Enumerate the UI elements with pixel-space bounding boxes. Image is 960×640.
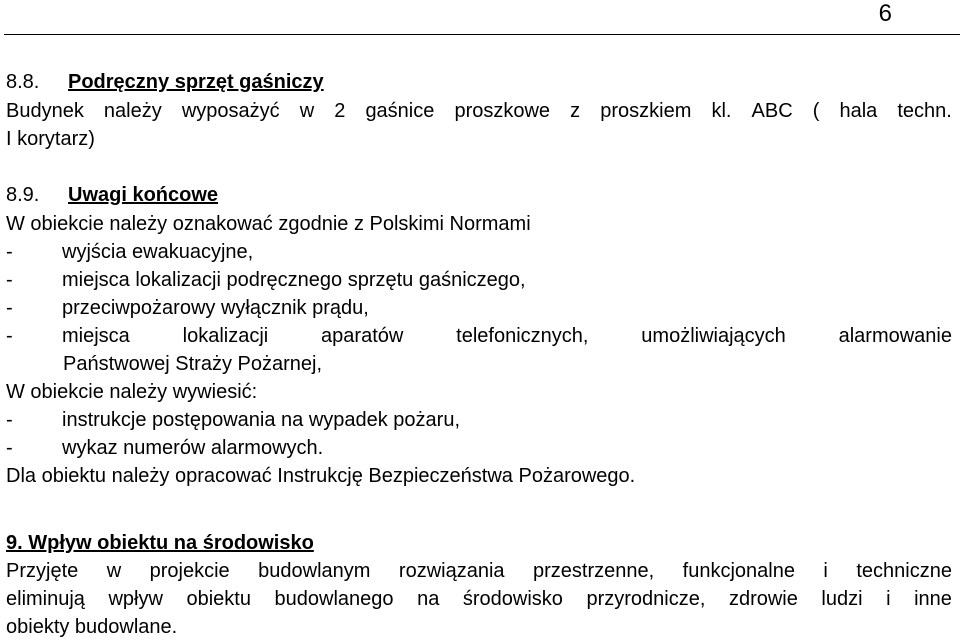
list-dash: - xyxy=(6,269,13,291)
list-dash: - xyxy=(6,325,13,347)
section-8-8-body-line-2: I korytarz) xyxy=(6,128,95,150)
section-9-line-1 xyxy=(6,559,952,583)
word: funkcjonalne xyxy=(682,560,795,582)
word: w xyxy=(106,560,122,582)
word: przyrodnicze, xyxy=(586,588,706,610)
word: proszkiem xyxy=(600,100,692,122)
word: inne xyxy=(914,588,952,610)
word: zdrowie xyxy=(728,588,798,610)
word: wyposażyć xyxy=(181,100,280,122)
hang-item-text: wykaz numerów alarmowych. xyxy=(62,437,324,459)
section-8-9-intro: W obiekcie należy oznakować zgodnie z Polskimi Normami xyxy=(6,213,531,235)
list-dash: - xyxy=(6,241,13,263)
section-9-line-3: obiekty budowlane. xyxy=(6,616,178,638)
word: 2 xyxy=(334,100,346,122)
hang-item xyxy=(6,408,952,432)
word: eliminują xyxy=(6,588,85,610)
section-8-9-heading xyxy=(6,183,952,207)
section-8-8-heading xyxy=(6,70,952,94)
word: alarmowanie xyxy=(838,325,952,347)
word: projekcie xyxy=(149,560,230,582)
word: telefonicznych, xyxy=(456,325,589,347)
page-number: 6 xyxy=(878,0,892,27)
word: przestrzenne, xyxy=(533,560,655,582)
marking-item xyxy=(6,324,952,348)
word: budowlanym xyxy=(258,560,371,582)
word: rozwiązania xyxy=(398,560,505,582)
word: aparatów xyxy=(321,325,404,347)
word: budowlanego xyxy=(274,588,394,610)
marking-item-continuation: Państwowej Straży Pożarnej, xyxy=(63,353,323,375)
word: wpływ xyxy=(108,588,163,610)
word: Budynek xyxy=(6,100,84,122)
hang-intro: W obiekcie należy wywiesić: xyxy=(6,381,258,403)
section-8-9-title: Uwagi końcowe xyxy=(68,184,219,206)
section-8-9-number: 8.9. xyxy=(6,184,40,206)
word: należy xyxy=(103,100,162,122)
word: techniczne xyxy=(856,560,952,582)
section-8-8-number: 8.8. xyxy=(6,71,40,93)
marking-item xyxy=(6,268,952,292)
marking-item xyxy=(6,240,952,264)
word: miejsca xyxy=(62,325,130,347)
word: ludzi xyxy=(821,588,863,610)
word: i xyxy=(886,588,891,610)
marking-item-text xyxy=(62,324,952,348)
hang-item xyxy=(6,436,952,460)
word: gaśnice xyxy=(365,100,435,122)
list-dash: - xyxy=(6,297,13,319)
word: ABC xyxy=(751,100,793,122)
section-9-line-2 xyxy=(6,587,952,611)
word: lokalizacji xyxy=(182,325,269,347)
section-8-9-closing: Dla obiektu należy opracować Instrukcję Bezpieczeństwa Pożarowego. xyxy=(6,465,636,487)
word: i xyxy=(823,560,828,582)
word: obiektu xyxy=(186,588,251,610)
word: na xyxy=(417,588,440,610)
section-8-8-body-line-1 xyxy=(6,99,952,123)
marking-item-text: wyjścia ewakuacyjne, xyxy=(62,241,254,263)
word: w xyxy=(299,100,315,122)
word: ( xyxy=(812,100,820,122)
word: z xyxy=(570,100,581,122)
section-8-8-title: Podręczny sprzęt gaśniczy xyxy=(68,71,324,93)
list-dash: - xyxy=(6,437,13,459)
section-9-title: 9. Wpływ obiektu na środowisko xyxy=(6,532,314,554)
header-rule xyxy=(4,34,960,35)
word: umożliwiających xyxy=(641,325,786,347)
word: kl. xyxy=(711,100,732,122)
word: Przyjęte xyxy=(6,560,79,582)
list-dash: - xyxy=(6,409,13,431)
hang-item-text: instrukcje postępowania na wypadek pożaru, xyxy=(62,409,461,431)
word: hala xyxy=(839,100,878,122)
section-9-heading xyxy=(6,531,952,555)
marking-item-text: przeciwpożarowy wyłącznik prądu, xyxy=(62,297,369,319)
word: proszkowe xyxy=(454,100,551,122)
marking-item xyxy=(6,296,952,320)
word: środowisko xyxy=(462,588,563,610)
marking-item-text: miejsca lokalizacji podręcznego sprzętu gaśniczego, xyxy=(62,269,526,291)
word: techn. xyxy=(897,100,952,122)
